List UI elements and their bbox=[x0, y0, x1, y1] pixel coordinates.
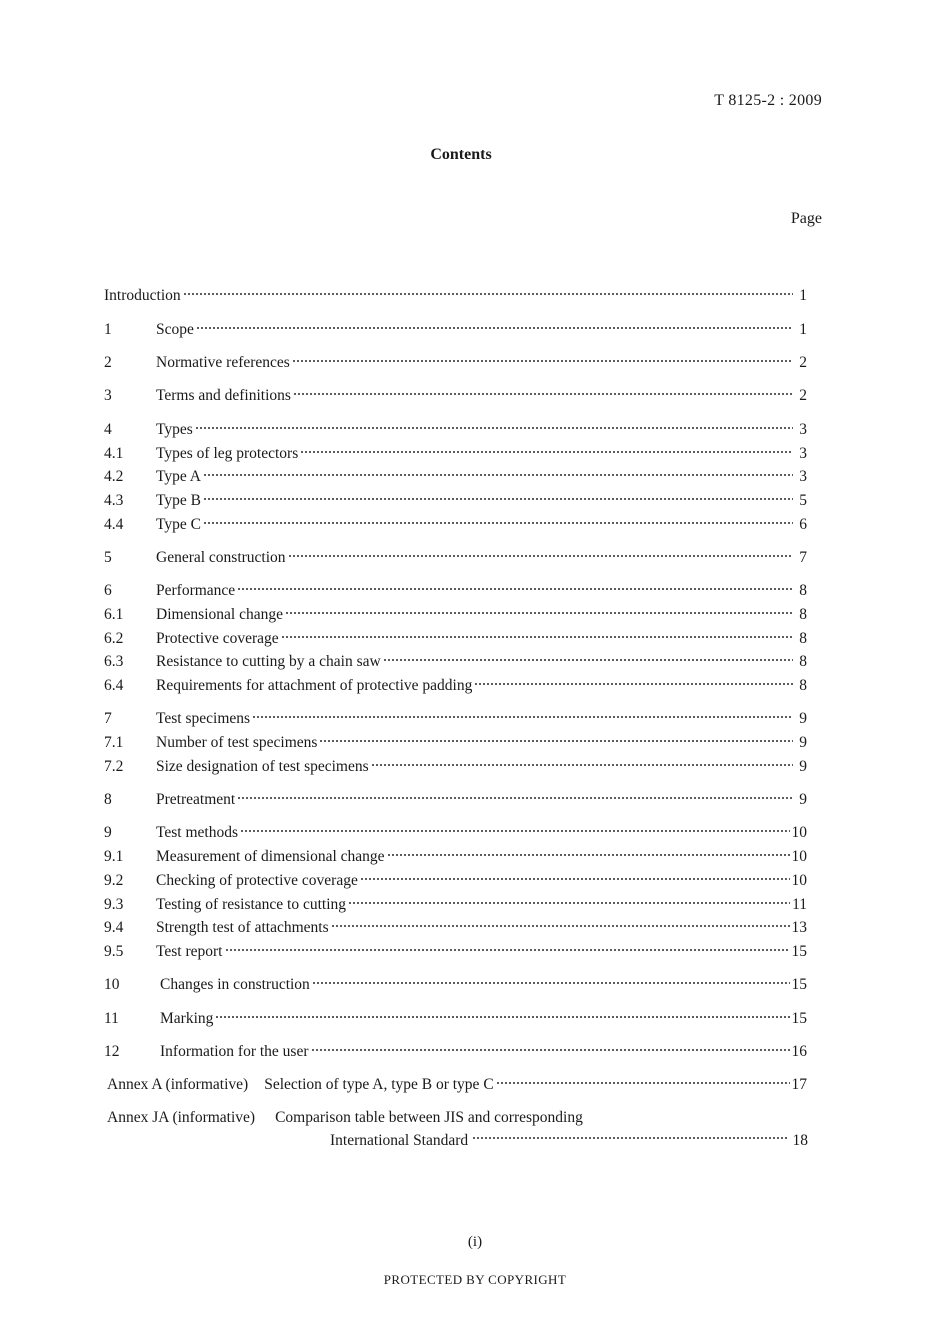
toc-page: 7 bbox=[799, 549, 807, 566]
leader-dots bbox=[387, 852, 790, 858]
annex-label: Annex JA (informative) bbox=[107, 1109, 256, 1126]
toc-entry bbox=[104, 385, 807, 407]
toc-number: 9.4 bbox=[104, 919, 124, 936]
leader-dots bbox=[288, 553, 793, 559]
toc-label: Test report bbox=[156, 943, 223, 960]
toc-label: Strength test of attachments bbox=[156, 919, 329, 936]
toc-label: Marking bbox=[160, 1010, 214, 1027]
leader-dots bbox=[331, 923, 790, 929]
leader-dots bbox=[285, 610, 793, 616]
toc-page: 5 bbox=[799, 492, 807, 509]
toc-entry bbox=[104, 419, 807, 441]
toc-number: 1 bbox=[104, 321, 112, 338]
toc-label: Checking of protective coverage bbox=[156, 872, 358, 889]
toc-page: 9 bbox=[799, 734, 807, 751]
toc-label: Type A bbox=[156, 468, 201, 485]
toc-page: 13 bbox=[791, 919, 807, 936]
leader-dots bbox=[348, 900, 790, 906]
toc-entry bbox=[104, 941, 807, 963]
leader-dots bbox=[281, 634, 793, 640]
toc-number: 10 bbox=[104, 976, 120, 993]
toc-page: 8 bbox=[799, 606, 807, 623]
leader-dots bbox=[292, 358, 793, 364]
toc-page: 10 bbox=[791, 824, 807, 841]
toc-label: Types bbox=[156, 421, 193, 438]
toc-entry bbox=[104, 846, 807, 868]
toc-label: Terms and definitions bbox=[156, 387, 291, 404]
toc-number: 4.4 bbox=[104, 516, 124, 533]
toc-label: Type C bbox=[156, 516, 201, 533]
toc-page: 1 bbox=[799, 287, 807, 304]
toc-label: Normative references bbox=[156, 354, 290, 371]
toc-entry bbox=[104, 1008, 807, 1030]
toc-page: 1 bbox=[799, 321, 807, 338]
leader-dots bbox=[474, 681, 793, 687]
toc-number: 4.3 bbox=[104, 492, 124, 509]
leader-dots bbox=[311, 1047, 790, 1053]
toc-entry bbox=[104, 822, 807, 844]
toc-label: Information for the user bbox=[160, 1043, 309, 1060]
leader-dots bbox=[360, 876, 790, 882]
toc-number: 6.1 bbox=[104, 606, 124, 623]
toc-page: 8 bbox=[799, 677, 807, 694]
leader-dots bbox=[237, 795, 793, 801]
toc-page: 3 bbox=[799, 445, 807, 462]
toc-number: 4.1 bbox=[104, 445, 124, 462]
toc-page: 10 bbox=[791, 848, 807, 865]
toc-page: 3 bbox=[799, 421, 807, 438]
toc-label: Requirements for attachment of protective padding bbox=[156, 677, 473, 694]
leader-dots bbox=[319, 738, 793, 744]
toc-page: 9 bbox=[799, 791, 807, 808]
toc-number: 6.2 bbox=[104, 630, 124, 647]
toc-number: 11 bbox=[104, 1010, 119, 1027]
leader-dots bbox=[472, 1136, 788, 1142]
toc-label: Performance bbox=[156, 582, 236, 599]
toc-page: 2 bbox=[799, 354, 807, 371]
toc-entry bbox=[104, 285, 807, 307]
toc-page: 15 bbox=[791, 976, 807, 993]
leader-dots bbox=[240, 828, 789, 834]
leader-dots bbox=[300, 449, 793, 455]
toc-entry bbox=[104, 675, 807, 697]
page-column-label: Page bbox=[790, 210, 822, 227]
leader-dots bbox=[371, 762, 793, 768]
toc-page: 10 bbox=[791, 872, 807, 889]
leader-dots bbox=[203, 496, 793, 502]
toc-number: 8 bbox=[104, 791, 112, 808]
toc-page: 8 bbox=[799, 630, 807, 647]
toc-number: 4.2 bbox=[104, 468, 124, 485]
toc-number: 12 bbox=[104, 1043, 120, 1060]
copyright-notice: PROTECTED BY COPYRIGHT bbox=[383, 1272, 567, 1287]
toc-page: 15 bbox=[791, 1010, 807, 1027]
toc-label: Type B bbox=[156, 492, 201, 509]
toc-entry bbox=[104, 894, 807, 916]
toc-label: Number of test specimens bbox=[156, 734, 318, 751]
toc-number: 7 bbox=[104, 710, 112, 727]
toc-page: 9 bbox=[799, 758, 807, 775]
toc-entry bbox=[104, 547, 807, 569]
toc-entry bbox=[104, 1041, 807, 1063]
toc-number: 5 bbox=[104, 549, 112, 566]
toc-entry bbox=[104, 352, 807, 374]
leader-dots bbox=[196, 325, 793, 331]
toc-page: 18 bbox=[792, 1132, 808, 1149]
toc-number: 9.1 bbox=[104, 848, 124, 865]
page-title: Contents bbox=[430, 146, 492, 163]
leader-dots bbox=[183, 291, 793, 297]
toc-entry bbox=[104, 651, 807, 673]
leader-dots bbox=[252, 714, 793, 720]
toc-label: Test specimens bbox=[156, 710, 251, 727]
toc-page: 9 bbox=[799, 710, 807, 727]
toc-label: General construction bbox=[156, 549, 286, 566]
toc-number: 6.3 bbox=[104, 653, 124, 670]
toc-entry bbox=[104, 708, 807, 730]
toc-number: 9.5 bbox=[104, 943, 124, 960]
toc-entry bbox=[104, 870, 807, 892]
toc-label: Protective coverage bbox=[156, 630, 279, 647]
leader-dots bbox=[203, 472, 793, 478]
toc-page: 6 bbox=[799, 516, 807, 533]
toc-number: 2 bbox=[104, 354, 112, 371]
annex-entry bbox=[107, 1074, 807, 1096]
toc-entry bbox=[104, 974, 807, 996]
toc-entry bbox=[104, 443, 807, 465]
toc-entry bbox=[104, 514, 807, 536]
page-number: (i) bbox=[467, 1234, 483, 1250]
leader-dots bbox=[312, 980, 790, 986]
toc-page: 17 bbox=[791, 1076, 807, 1093]
toc-number: 4 bbox=[104, 421, 112, 438]
leader-dots bbox=[383, 657, 793, 663]
toc-number: 6.4 bbox=[104, 677, 124, 694]
toc-page: 16 bbox=[791, 1043, 807, 1060]
toc-number: 6 bbox=[104, 582, 112, 599]
toc-page: 2 bbox=[799, 387, 807, 404]
toc-entry bbox=[104, 466, 807, 488]
toc-label: Testing of resistance to cutting bbox=[156, 896, 347, 913]
toc-label: Measurement of dimensional change bbox=[156, 848, 385, 865]
toc-entry bbox=[104, 732, 807, 754]
toc-label: Changes in construction bbox=[160, 976, 310, 993]
toc-page: 8 bbox=[799, 653, 807, 670]
toc-entry bbox=[104, 917, 807, 939]
leader-dots bbox=[293, 391, 793, 397]
toc-label: Size designation of test specimens bbox=[156, 758, 369, 775]
toc-entry bbox=[104, 490, 807, 512]
toc-label: Introduction bbox=[104, 287, 181, 304]
toc-entry bbox=[104, 604, 807, 626]
annex-title: Comparison table between JIS and corresponding bbox=[275, 1109, 583, 1126]
annex-entry-continued bbox=[330, 1130, 808, 1152]
annex-title: International Standard bbox=[330, 1132, 469, 1149]
annex-title: Selection of type A, type B or type C bbox=[264, 1076, 494, 1093]
leader-dots bbox=[237, 586, 793, 592]
standard-id: T 8125-2 : 2009 bbox=[714, 92, 822, 109]
toc-number: 9.2 bbox=[104, 872, 124, 889]
toc-entry bbox=[104, 628, 807, 650]
leader-dots bbox=[496, 1080, 790, 1086]
annex-label: Annex A (informative) bbox=[107, 1076, 249, 1093]
toc-number: 3 bbox=[104, 387, 112, 404]
toc-entry bbox=[104, 789, 807, 811]
toc-number: 7.1 bbox=[104, 734, 124, 751]
toc-label: Types of leg protectors bbox=[156, 445, 299, 462]
toc-number: 9.3 bbox=[104, 896, 124, 913]
toc-label: Resistance to cutting by a chain saw bbox=[156, 653, 381, 670]
leader-dots bbox=[203, 520, 793, 526]
toc-page: 3 bbox=[799, 468, 807, 485]
toc-entry bbox=[104, 319, 807, 341]
toc-entry bbox=[104, 756, 807, 778]
leader-dots bbox=[215, 1014, 789, 1020]
toc-entry bbox=[104, 580, 807, 602]
toc-label: Test methods bbox=[156, 824, 239, 841]
toc-number: 9 bbox=[104, 824, 112, 841]
leader-dots bbox=[195, 425, 793, 431]
toc-label: Dimensional change bbox=[156, 606, 283, 623]
annex-entry bbox=[107, 1107, 807, 1129]
toc-label: Pretreatment bbox=[156, 791, 236, 808]
toc-page: 15 bbox=[791, 943, 807, 960]
leader-dots bbox=[225, 947, 790, 953]
toc-page: 11 bbox=[792, 896, 807, 913]
toc-number: 7.2 bbox=[104, 758, 124, 775]
toc-label: Scope bbox=[156, 321, 194, 338]
toc-page: 8 bbox=[799, 582, 807, 599]
